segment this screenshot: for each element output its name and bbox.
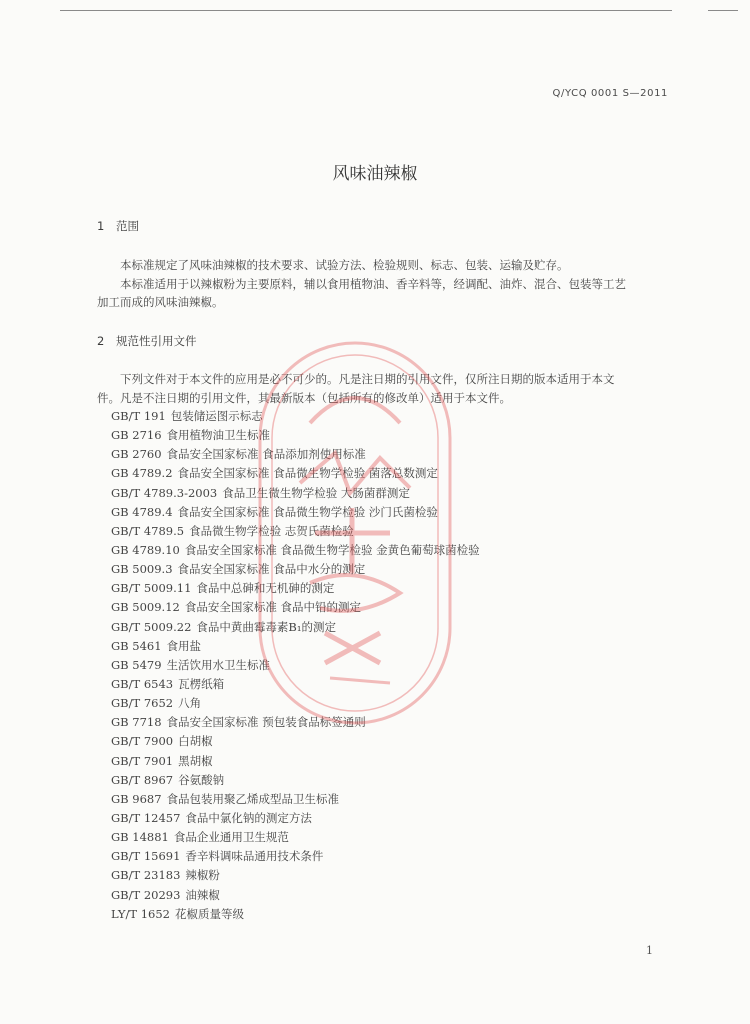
section-2-body: [97, 370, 669, 407]
reference-title: 黑胡椒: [178, 753, 213, 768]
reference-title: 包装储运图示标志: [170, 409, 263, 423]
reference-item: [111, 445, 480, 464]
reference-item: [111, 618, 480, 637]
reference-item: [111, 752, 480, 771]
paragraph-line: 件。凡是不注日期的引用文件，其最新版本（包括所有的修改单）适用于本文件。: [97, 390, 511, 405]
reference-code: GB/T 191: [111, 409, 166, 423]
reference-code: GB/T 6543: [111, 676, 174, 691]
section-1-body: [97, 256, 669, 312]
header-rule-right: [708, 10, 738, 11]
reference-code: GB 4789.2: [111, 466, 173, 481]
reference-title: 食品微生物学检验 志贺氏菌检验: [189, 523, 354, 538]
paragraph-line: 加工而成的风味油辣椒。: [97, 295, 224, 309]
reference-item: [111, 560, 480, 579]
reference-title: 食品中氯化钠的测定方法: [185, 810, 312, 825]
reference-code: GB/T 4789.3-2003: [111, 485, 218, 500]
reference-code: GB 5009.12: [111, 600, 180, 615]
reference-item: [111, 598, 480, 617]
reference-item: [111, 579, 480, 598]
reference-code: GB/T 7901: [111, 753, 174, 768]
reference-code: GB 2760: [111, 447, 162, 462]
reference-title: 油辣椒: [185, 887, 220, 902]
reference-item: [111, 809, 480, 828]
reference-title: 食品安全国家标准 预包装食品标签通则: [166, 715, 366, 730]
reference-title: 食用植物油卫生标准: [166, 428, 271, 443]
reference-code: GB 9687: [111, 791, 162, 806]
reference-list: [111, 407, 480, 924]
reference-item: [111, 656, 480, 675]
paragraph-line: 下列文件对于本文件的应用是必不可少的。凡是注日期的引用文件，仅所注日期的版本适用于本文: [120, 372, 615, 386]
header-rule: [60, 10, 672, 11]
reference-code: GB/T 7900: [111, 734, 174, 749]
reference-code: GB/T 4789.5: [111, 523, 185, 538]
reference-code: GB 5461: [111, 638, 162, 653]
reference-item: [111, 828, 480, 847]
reference-item: [111, 503, 480, 522]
reference-code: GB/T 12457: [111, 810, 181, 825]
reference-title: 花椒质量等级: [174, 906, 244, 921]
reference-item: [111, 732, 480, 751]
reference-title: 食品卫生微生物学检验 大肠菌群测定: [222, 485, 410, 500]
reference-code: GB/T 5009.11: [111, 581, 192, 596]
section-1-heading: [97, 218, 139, 234]
reference-title: 瓦楞纸箱: [178, 676, 225, 691]
reference-code: GB 5479: [111, 657, 162, 672]
reference-item: [111, 847, 480, 866]
reference-item: [111, 771, 480, 790]
reference-code: GB/T 20293: [111, 887, 181, 902]
reference-item: [111, 866, 480, 885]
reference-title: 食品安全国家标准 食品微生物学检验 金黄色葡萄球菌检验: [184, 542, 480, 557]
reference-item: [111, 694, 480, 713]
reference-item: [111, 464, 480, 483]
reference-item: [111, 886, 480, 905]
reference-item: [111, 675, 480, 694]
reference-title: 食品安全国家标准 食品中铅的测定: [184, 600, 362, 615]
reference-item: [111, 713, 480, 732]
reference-code: GB/T 23183: [111, 868, 181, 883]
reference-title: 谷氨酸钠: [178, 772, 225, 787]
reference-item: [111, 905, 480, 924]
reference-title: 八角: [178, 696, 202, 711]
reference-title: 食品安全国家标准 食品微生物学检验 沙门氏菌检验: [177, 504, 438, 519]
reference-item: [111, 541, 480, 560]
reference-code: GB/T 8967: [111, 772, 174, 787]
reference-title: 辣椒粉: [185, 868, 220, 883]
reference-code: GB 7718: [111, 715, 162, 730]
paragraph-line: 本标准规定了风味油辣椒的技术要求、试验方法、检验规则、标志、包装、运输及贮存。: [120, 258, 569, 272]
reference-code: GB 5009.3: [111, 562, 173, 577]
reference-title: 食品包装用聚乙烯成型品卫生标准: [166, 791, 340, 806]
reference-code: GB/T 7652: [111, 696, 174, 711]
reference-title: 食品中黄曲霉毒素B₁的测定: [196, 619, 336, 634]
section-title: 规范性引用文件: [116, 334, 197, 348]
reference-title: 食品中总砷和无机砷的测定: [196, 581, 335, 596]
section-2-heading: [97, 333, 197, 349]
reference-code: GB/T 5009.22: [111, 619, 192, 634]
document-code: Q/YCQ 0001 S—2011: [552, 88, 668, 99]
reference-code: GB 4789.4: [111, 504, 173, 519]
reference-title: 食品企业通用卫生规范: [173, 830, 289, 845]
reference-title: 食品安全国家标准 食品微生物学检验 菌落总数测定: [177, 466, 438, 481]
reference-item: [111, 790, 480, 809]
reference-title: 香辛料调味品通用技术条件: [185, 849, 324, 864]
section-number: 2: [97, 334, 105, 348]
reference-item: [111, 522, 480, 541]
reference-title: 生活饮用水卫生标准: [166, 657, 271, 672]
section-number: 1: [97, 219, 105, 233]
reference-title: 白胡椒: [178, 734, 213, 749]
reference-item: [111, 426, 480, 445]
reference-code: GB 2716: [111, 428, 162, 443]
reference-item: [111, 484, 480, 503]
reference-code: GB/T 15691: [111, 849, 181, 864]
reference-title: 食品安全国家标准 食品添加剂使用标准: [166, 447, 366, 462]
reference-title: 食品安全国家标准 食品中水分的测定: [177, 562, 366, 577]
reference-item: [111, 637, 480, 656]
reference-code: GB 14881: [111, 830, 169, 845]
page-number: 1: [646, 944, 653, 957]
document-title: 风味油辣椒: [332, 164, 418, 184]
paragraph-line: 本标准适用于以辣椒粉为主要原料，辅以食用植物油、香辛料等，经调配、油炸、混合、包装等工艺: [120, 276, 626, 291]
reference-item: [111, 407, 480, 426]
reference-code: GB 4789.10: [111, 542, 180, 557]
reference-code: LY/T 1652: [111, 906, 170, 921]
reference-title: 食用盐: [166, 638, 202, 653]
section-title: 范围: [116, 219, 139, 233]
